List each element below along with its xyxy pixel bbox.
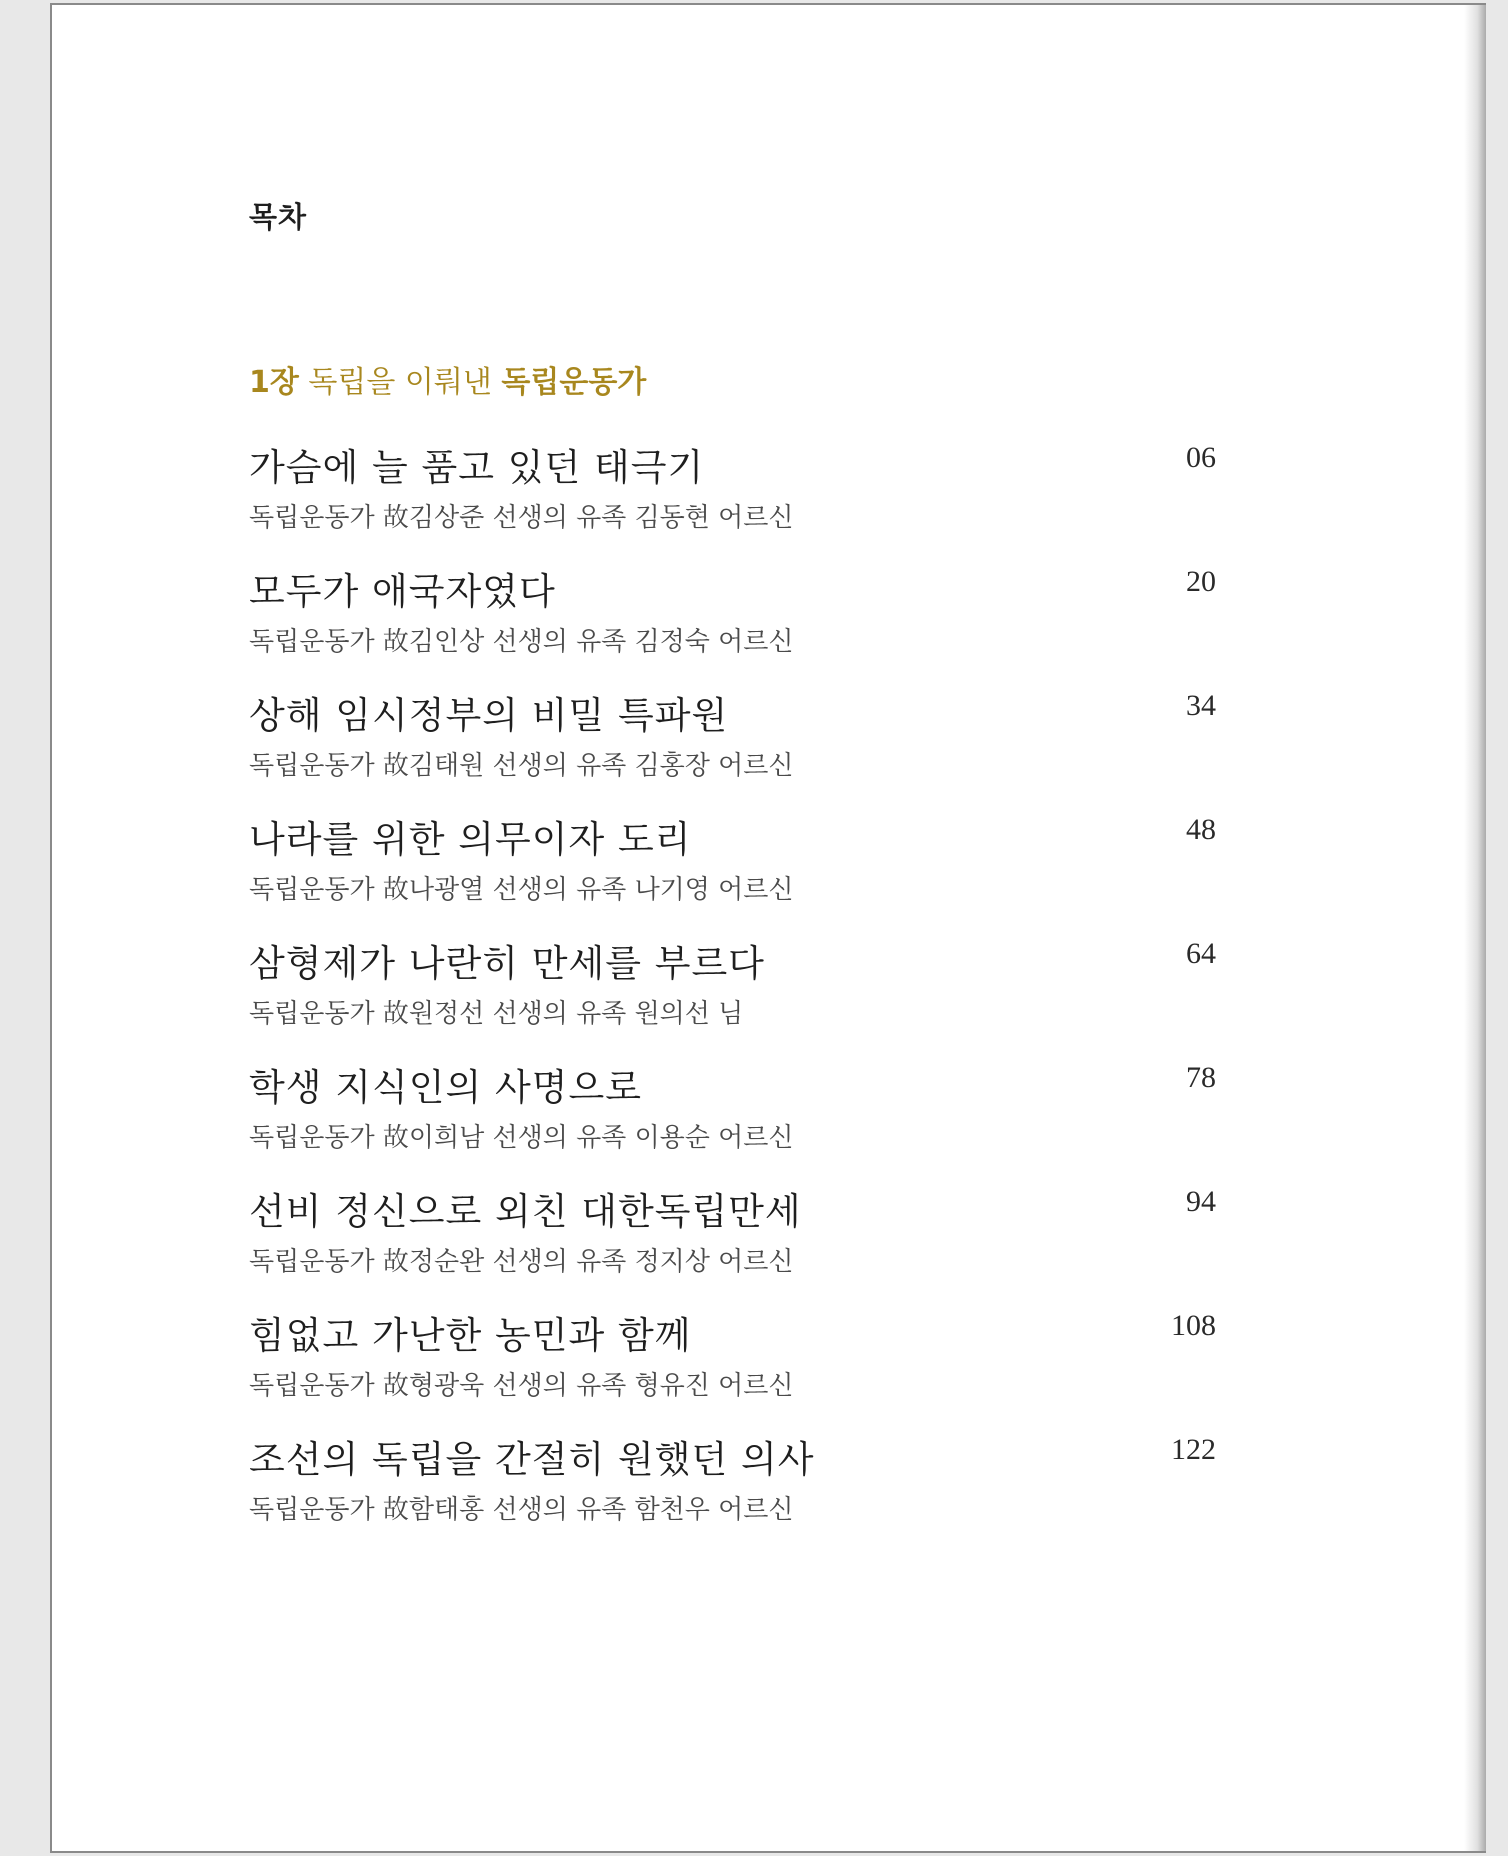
toc-entry[interactable] — [249, 437, 1249, 561]
entry-page-number: 64 — [1186, 937, 1216, 970]
toc-entry[interactable] — [249, 1057, 1249, 1181]
toc-entry[interactable] — [249, 685, 1249, 809]
entry-subtitle: 독립운동가 故김태원 선생의 유족 김홍장 어르신 — [249, 751, 794, 781]
entry-page-number: 48 — [1186, 813, 1216, 846]
toc-heading: 목차 — [249, 200, 308, 234]
entry-title: 학생 지식인의 사명으로 — [249, 1066, 642, 1109]
toc-entry[interactable] — [249, 1429, 1249, 1553]
entry-subtitle: 독립운동가 故나광열 선생의 유족 나기영 어르신 — [249, 875, 794, 905]
chapter-title-emphasis: 독립운동가 — [501, 365, 647, 400]
entry-page-number: 06 — [1186, 441, 1216, 474]
entry-subtitle: 독립운동가 故원정선 선생의 유족 원의선 님 — [249, 999, 744, 1029]
entry-title: 나라를 위한 의무이자 도리 — [249, 818, 692, 861]
entry-subtitle: 독립운동가 故형광욱 선생의 유족 형유진 어르신 — [249, 1371, 794, 1401]
page-edge-shadow — [1464, 5, 1486, 1851]
entry-title: 선비 정신으로 외친 대한독립만세 — [249, 1190, 802, 1233]
toc-entry[interactable] — [249, 809, 1249, 933]
chapter-title-middle: 독립을 이뤄낸 — [308, 365, 492, 400]
entry-title: 상해 임시정부의 비밀 특파원 — [249, 694, 729, 737]
entry-page-number: 78 — [1186, 1061, 1216, 1094]
entry-subtitle: 독립운동가 故이희남 선생의 유족 이용순 어르신 — [249, 1123, 794, 1153]
toc-entry[interactable] — [249, 561, 1249, 685]
toc-entry[interactable] — [249, 1181, 1249, 1305]
entry-page-number: 108 — [1171, 1309, 1216, 1342]
entry-subtitle: 독립운동가 故함태홍 선생의 유족 함천우 어르신 — [249, 1495, 794, 1525]
chapter-heading — [249, 357, 646, 401]
entry-title: 가슴에 늘 품고 있던 태극기 — [249, 446, 705, 489]
entry-subtitle: 독립운동가 故김인상 선생의 유족 김정숙 어르신 — [249, 627, 794, 657]
entry-page-number: 34 — [1186, 689, 1216, 722]
entry-subtitle: 독립운동가 故김상준 선생의 유족 김동현 어르신 — [249, 503, 794, 533]
entry-subtitle: 독립운동가 故정순완 선생의 유족 정지상 어르신 — [249, 1247, 794, 1277]
toc-entry[interactable] — [249, 933, 1249, 1057]
toc-entry[interactable] — [249, 1305, 1249, 1429]
entry-title: 모두가 애국자였다 — [249, 570, 556, 613]
entry-page-number: 20 — [1186, 565, 1216, 598]
entry-title: 삼형제가 나란히 만세를 부르다 — [249, 942, 765, 985]
toc-entry-list — [249, 437, 1249, 1553]
entry-page-number: 94 — [1186, 1185, 1216, 1218]
entry-title: 힘없고 가난한 농민과 함께 — [249, 1314, 692, 1357]
entry-page-number: 122 — [1171, 1433, 1216, 1466]
document-page — [50, 3, 1486, 1853]
chapter-number: 1장 — [249, 365, 299, 400]
entry-title: 조선의 독립을 간절히 원했던 의사 — [249, 1438, 815, 1481]
